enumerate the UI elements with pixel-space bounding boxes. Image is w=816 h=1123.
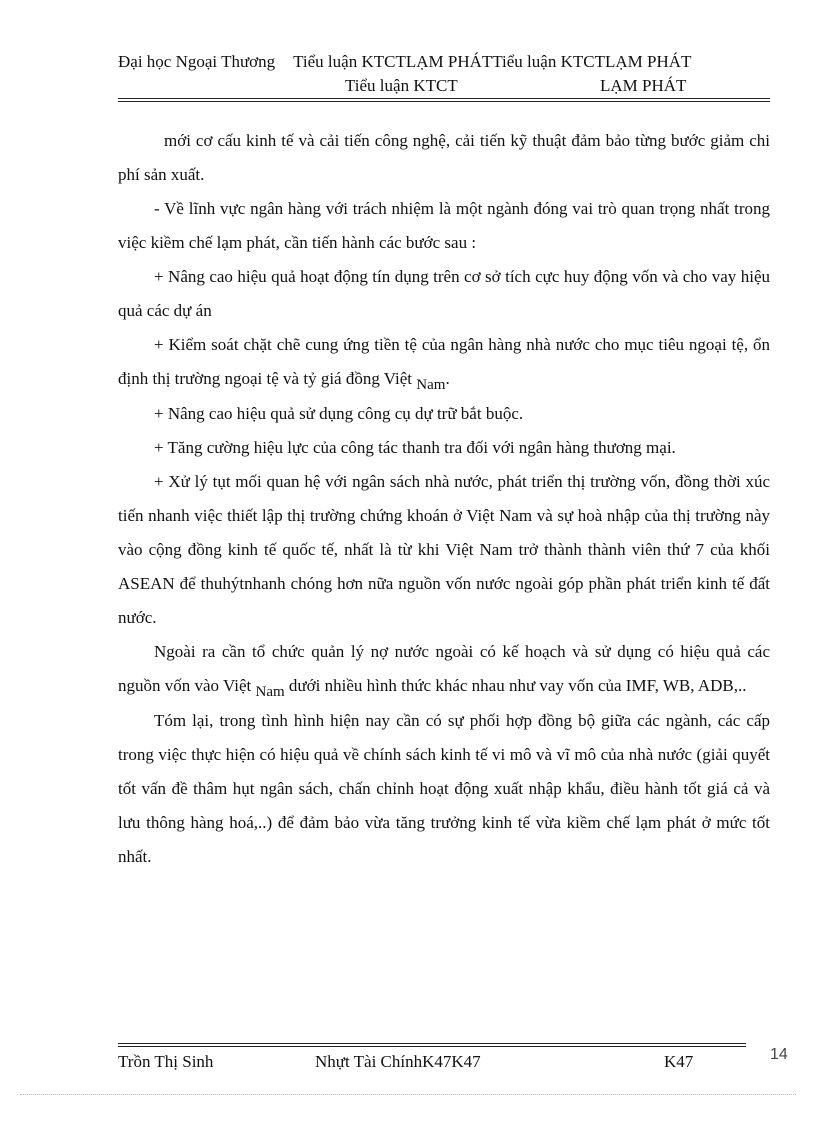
paragraph: + Nâng cao hiệu quả hoạt động tín dụng trên cơ sở tích cực huy động vốn và cho vay hiệu quả các dự án [118, 267, 770, 320]
header-university: Đại học Ngoại Thương [118, 52, 276, 71]
footer-rule [118, 1043, 746, 1044]
paragraph-text: + Kiểm soát chặt chẽ cung ứng tiền tệ của ngân hàng nhà nước cho mục tiêu ngoại tệ, ổn định thị trường ngoại tệ và tỷ giá đồng Việt [118, 335, 770, 388]
paragraph-end: . [445, 369, 450, 388]
paragraph: + Nâng cao hiệu quả sử dụng công cụ dự trữ bắt buộc. [154, 404, 524, 423]
subscript-text: Nam [255, 684, 285, 700]
paragraph: mới cơ cấu kinh tế và cải tiến công nghệ, cải tiến kỹ thuật đảm bảo từng bước giảm chi phí sản xuất. [118, 131, 770, 184]
header-subject: Tiểu luận KTCT [345, 76, 458, 95]
page-number: 14 [770, 1046, 788, 1063]
footer-class: K47 [664, 1052, 694, 1071]
paragraph [118, 635, 770, 704]
paragraph-end: dưới nhiều hình thức khác nhau như vay vốn của IMF, WB, ADB,.. [284, 676, 747, 695]
paragraph-text: Ngoài ra cần tổ chức quản lý nợ nước ngoài có kế hoạch và sử dụng có hiệu quả các nguồn vốn vào Việt [118, 642, 770, 695]
document-body [118, 124, 770, 874]
header-topic: LẠM PHÁT [600, 76, 687, 95]
paragraph [118, 328, 770, 397]
paragraph: - Về lĩnh vực ngân hàng với trách nhiệm là một ngành đóng vai trò quan trọng nhất trong việc kiềm chế lạm phát, cần tiến hành các bước sau : [118, 199, 770, 252]
paragraph: Tóm lại, trong tình hình hiện nay cần có sự phối hợp đồng bộ giữa các ngành, các cấp trong việc thực hiện có hiệu quả về chính sách kinh tế vi mô và vĩ mô của nhà nước (giải quyết tốt vấn đề thâm hụt ngân sách, chấn chỉnh hoạt động xuất nhập khẩu, điều hành tốt giá cả và lưu thông hàng hoá,..) để đảm bảo vừa tăng trưởng kinh tế vừa kiềm chế lạm phát ở mức tốt nhất. [118, 711, 770, 866]
header-rule-2 [118, 101, 770, 102]
footer-author: Trồn Thị Sinh [118, 1052, 214, 1071]
header-rule [118, 98, 770, 99]
header-topic-line1: Tiểu luận KTCTLẠM PHÁTTiểu luận KTCTLẠM PHÁT [293, 52, 692, 71]
footer-faculty: Nhựt Tài ChínhK47K47 [315, 1052, 481, 1071]
subscript-text: Nam [416, 377, 446, 393]
footer-rule-2 [118, 1046, 746, 1047]
page-edge-dotted-line [20, 1094, 796, 1095]
paragraph: + Tăng cường hiệu lực của công tác thanh tra đối với ngân hàng thương mại. [154, 438, 676, 457]
paragraph: + Xử lý tụt mối quan hệ với ngân sách nhà nước, phát triển thị trường vốn, đồng thời xúc tiến nhanh việc thiết lập thị trường chứng khoán ở Việt Nam và sự hoà nhập của thị trường này vào cộng đồng kinh tế quốc tế, nhất là từ khi Việt Nam trở thành thành viên thứ 7 của khối ASEAN để thuhýtnhanh chóng hơn nữa nguồn vốn nước ngoài góp phần phát triển kinh tế đất nước. [118, 472, 770, 627]
header-line-1 [118, 52, 691, 72]
